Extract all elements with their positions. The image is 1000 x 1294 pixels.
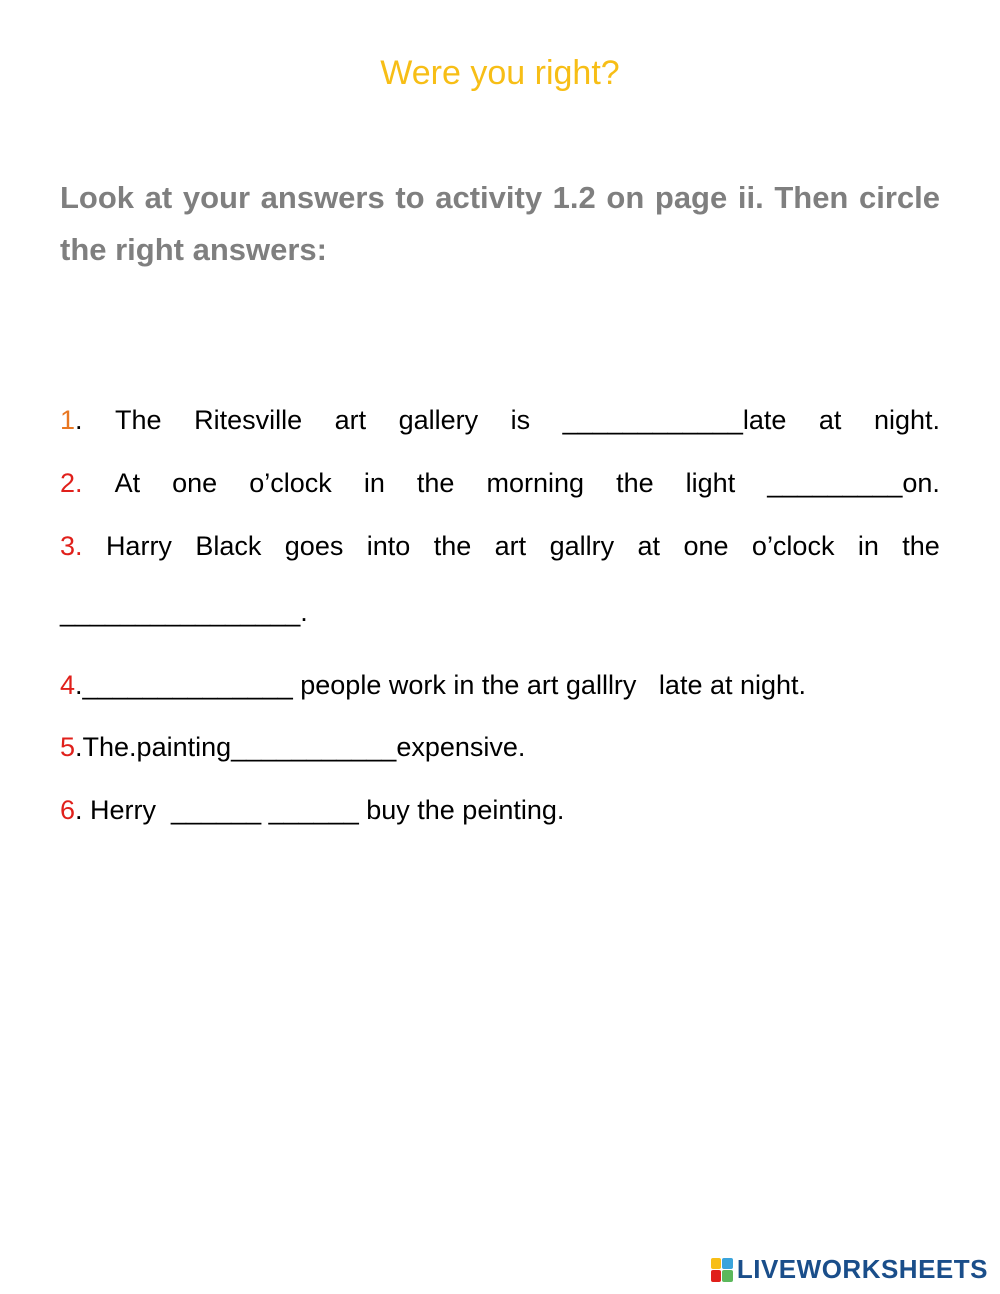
question-word: Harry — [105, 531, 172, 561]
question-word: at — [818, 405, 842, 435]
question-word: in — [363, 468, 385, 498]
question-word: gallry — [549, 531, 615, 561]
question-text: . Herry ______ ______ buy the peinting. — [75, 795, 565, 825]
question-6 — [60, 792, 940, 828]
question-word: the — [616, 468, 654, 498]
question-number: 4 — [60, 670, 76, 700]
instructions-text: Look at your answers to activity 1.2 on page ii. Then circle the right answers: — [60, 180, 940, 267]
question-word: is — [510, 405, 531, 435]
question-word: At — [114, 468, 141, 498]
question-word: Black — [195, 531, 262, 561]
question-4 — [60, 667, 940, 703]
question-lead — [60, 402, 83, 438]
question-3 — [60, 528, 940, 564]
worksheet-title: Were you right? — [380, 54, 620, 92]
question-number: 5 — [60, 732, 76, 762]
question-word: Ritesville — [194, 405, 303, 435]
question-5 — [60, 729, 940, 765]
logo-mark-icon — [711, 1258, 733, 1282]
question-word: art — [494, 531, 527, 561]
question-1 — [60, 402, 940, 438]
question-2 — [60, 465, 940, 501]
question-lead — [60, 528, 83, 564]
question-word: one — [683, 531, 729, 561]
question-word: the — [416, 468, 455, 498]
question-word: in — [857, 531, 879, 561]
logo-text: LIVEWORKSHEETS — [736, 1254, 988, 1284]
question-3-continuation: ________________. — [60, 597, 308, 627]
question-word: morning — [486, 468, 585, 498]
question-word: into — [366, 531, 411, 561]
question-number: 2. — [60, 468, 83, 498]
question-word: o’clock — [249, 468, 332, 498]
question-text: .______________ people work in the art galllry late at night. — [75, 670, 807, 700]
question-word: art — [334, 405, 367, 435]
question-lead — [60, 465, 83, 501]
question-word: gallery — [398, 405, 479, 435]
question-word: The — [115, 405, 162, 435]
question-word: the — [433, 531, 472, 561]
question-number: 6 — [60, 795, 76, 825]
question-number: 1 — [60, 405, 76, 435]
question-text: .The.painting___________expensive. — [75, 732, 526, 762]
question-separator: . — [75, 405, 83, 435]
question-word: light — [685, 468, 736, 498]
question-word: one — [172, 468, 218, 498]
question-word: o’clock — [751, 531, 835, 561]
question-word: goes — [284, 531, 344, 561]
question-word: at — [637, 531, 661, 561]
question-word: _________on. — [767, 468, 940, 498]
question-word: the — [902, 531, 940, 561]
question-number: 3. — [60, 531, 83, 561]
question-word: night. — [873, 405, 940, 435]
liveworksheets-logo — [711, 1254, 988, 1285]
question-word: ____________late — [562, 405, 787, 435]
